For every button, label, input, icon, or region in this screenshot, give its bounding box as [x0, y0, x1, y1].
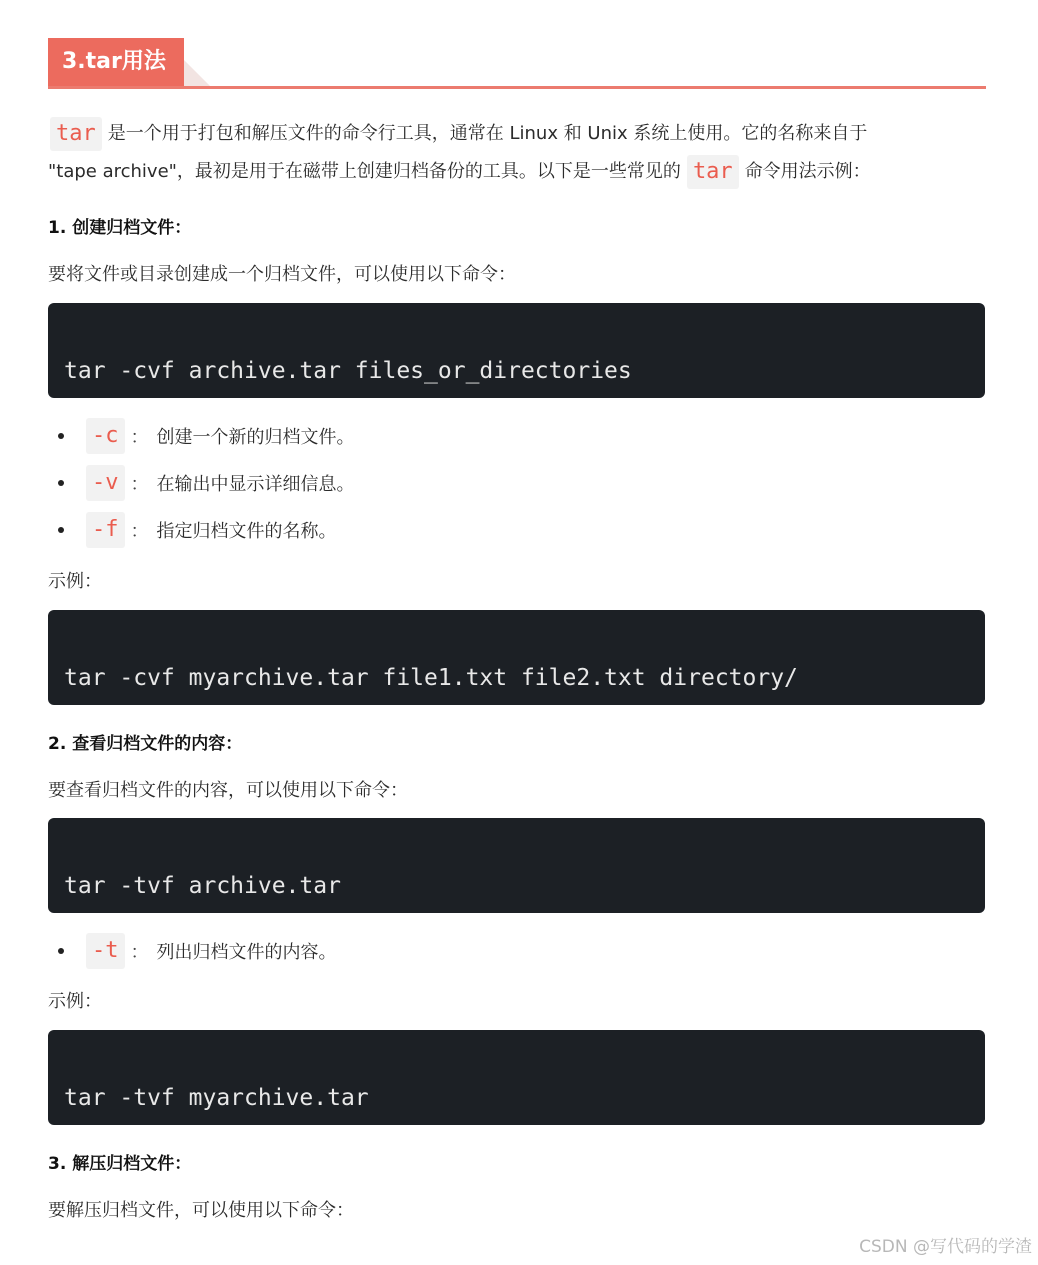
- code-create-command: tar -cvf archive.tar files_or_directories: [64, 358, 632, 384]
- inline-code-tar: tar: [687, 155, 739, 189]
- create-description: 要将文件或目录创建成一个归档文件，可以使用以下命令：: [48, 264, 516, 285]
- option-text: 指定归档文件的名称。: [156, 521, 337, 542]
- option-separator: ：: [130, 521, 149, 542]
- watermark: CSDN @写代码的学渣: [859, 1237, 1032, 1257]
- option-text: 列出归档文件的内容。: [156, 942, 337, 963]
- intro-line-1: [48, 115, 988, 153]
- code-block-create[interactable]: [48, 303, 985, 398]
- code-block-list-example[interactable]: [48, 1030, 985, 1125]
- option-flag: -f: [86, 512, 125, 548]
- intro-text-1: 是一个用于打包和解压文件的命令行工具，通常在 Linux 和 Unix 系统上使用。它的名称来自于: [107, 123, 868, 144]
- example-label: 示例：: [48, 991, 102, 1012]
- section-title: 3.tar用法: [48, 38, 184, 86]
- option-item: [58, 510, 337, 550]
- option-flag: -c: [86, 418, 125, 454]
- code-block-create-example[interactable]: [48, 610, 985, 705]
- extract-description: 要解压归档文件，可以使用以下命令：: [48, 1200, 354, 1221]
- example-label: 示例：: [48, 571, 102, 592]
- code-list-example: tar -tvf myarchive.tar: [64, 1085, 369, 1111]
- section-heading: [48, 38, 986, 90]
- code-list-command: tar -tvf archive.tar: [64, 873, 341, 899]
- option-item: [58, 463, 355, 503]
- intro-line-2: [48, 153, 988, 191]
- option-separator: ：: [130, 427, 149, 448]
- option-flag: -v: [86, 465, 125, 501]
- heading-fold-decoration: [184, 60, 210, 86]
- heading-list: 2. 查看归档文件的内容：: [48, 734, 243, 754]
- option-separator: ：: [130, 942, 149, 963]
- bullet-icon: [58, 480, 64, 486]
- bullet-icon: [58, 948, 64, 954]
- list-description: 要查看归档文件的内容，可以使用以下命令：: [48, 780, 408, 801]
- bullet-icon: [58, 433, 64, 439]
- option-text: 创建一个新的归档文件。: [156, 427, 355, 448]
- option-text: 在输出中显示详细信息。: [156, 474, 355, 495]
- option-item: [58, 416, 355, 456]
- heading-create: 1. 创建归档文件：: [48, 218, 192, 238]
- intro-text-3: 命令用法示例：: [744, 161, 871, 182]
- bullet-icon: [58, 527, 64, 533]
- option-item: [58, 931, 337, 971]
- heading-underline: [48, 86, 986, 89]
- code-block-list[interactable]: [48, 818, 985, 913]
- option-separator: ：: [130, 474, 149, 495]
- code-create-example: tar -cvf myarchive.tar file1.txt file2.txt directory/: [64, 665, 798, 691]
- option-flag: -t: [86, 933, 125, 969]
- inline-code-tar: tar: [50, 117, 102, 151]
- heading-extract: 3. 解压归档文件：: [48, 1154, 192, 1174]
- intro-text-2: "tape archive"，最初是用于在磁带上创建归档备份的工具。以下是一些常见的: [48, 161, 681, 182]
